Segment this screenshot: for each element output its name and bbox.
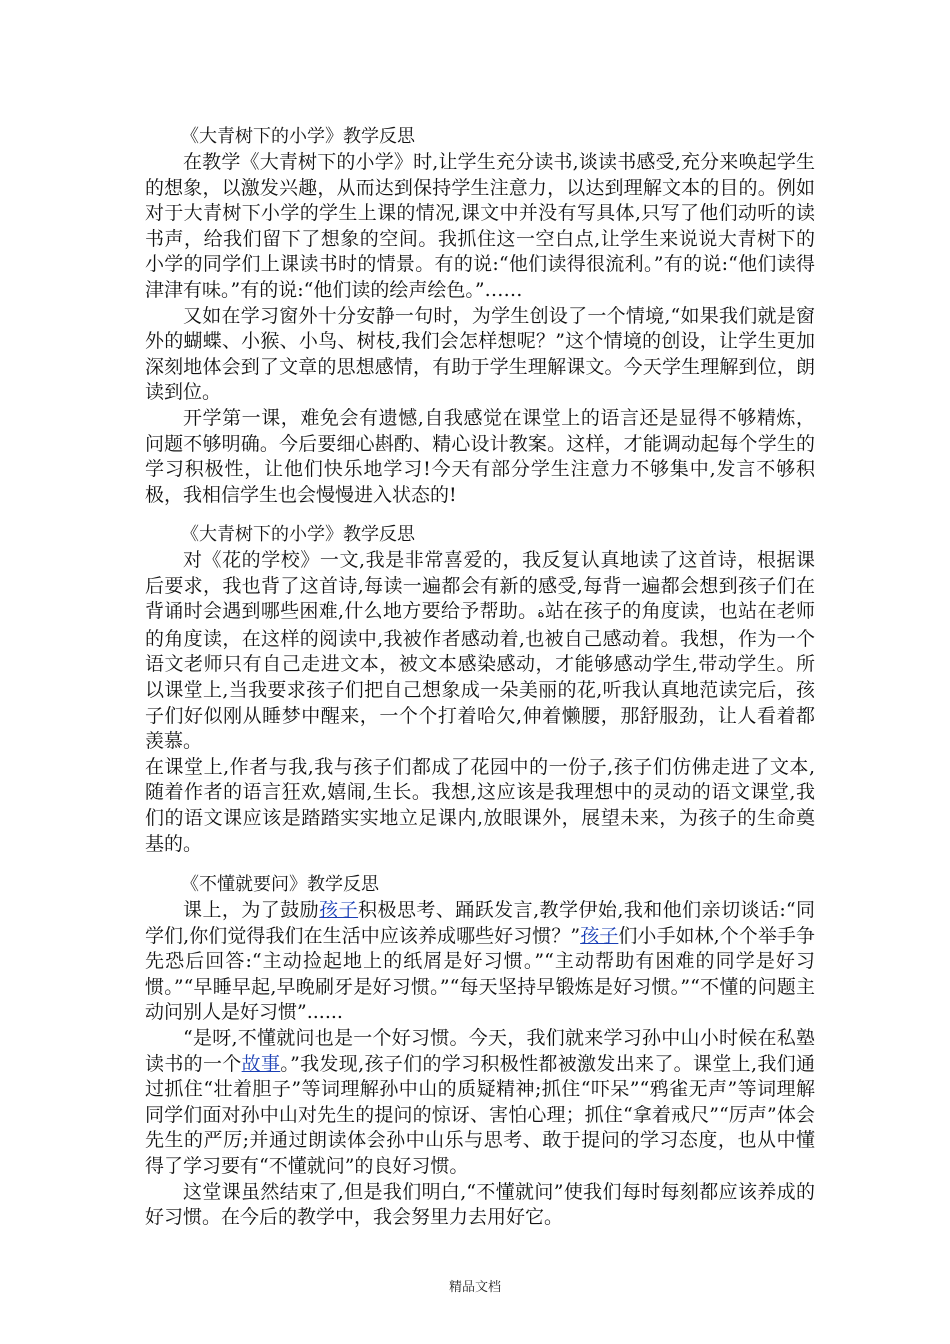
section-3-paragraph-1-text-2: 积极思考、踊跃发言,教学伊始,我和他们亲切谈话:“同学们,你们觉得我们在生活中应该养成哪些好习惯？” — [145, 899, 815, 947]
section-2-paragraph-2: 在课堂上,作者与我,我与孩子们都成了花园中的一份子,孩子们仿佛走进了文本,随着作者的语言狂欢,嬉闹,生长。我想,这应该是我理想中的灵动的语文课堂,我们的语文课应该是踏踏实实地立足课内,放眼课外，展望未来，为孩子的生命奠基的。 — [145, 755, 815, 855]
section-2-paragraph-1-text-a: 对《花的学校》一文,我是非常喜爱的，我反复认真地读了这首诗，根据课后要求，我也背了这首诗,每读一遍都会有新的感受,每背一遍都会想到孩子们在背诵时会遇到哪些困难,什么地方要给予帮助。 — [145, 549, 815, 623]
section-1-paragraph-3: 开学第一课，难免会有遗憾,自我感觉在课堂上的语言还是显得不够精炼，问题不够明确。今后要细心斟酌、精心设计教案。这样，才能调动起每个学生的学习积极性，让他们快乐地学习!今天有部分学生注意力不够集中,发言不够积极，我相信学生也会慢慢进入状态的! — [145, 406, 815, 506]
section-3-paragraph-1-text-1: 课上，为了鼓励 — [183, 899, 320, 921]
section-3-paragraph-2-text-2: 。”我发现,孩子们的学习积极性都被激发出来了。课堂上,我们通过抓住“壮着胆子”等词理解孙中山的质疑精神;抓住“吓呆”“鸦雀无声”等词理解同学们面对孙中山对先生的提问的惊讶、害怕心理；抓住“拿着戒尺”“厉声”体会先生的严厉;并通过朗读体会孙中山乐与思考、敢于提问的学习态度，也从中懂得了学习要有“不懂就问”的良好习惯。 — [145, 1052, 815, 1177]
section-2-title: 《大青树下的小学》教学反思 — [181, 524, 415, 545]
section-1-title: 《大青树下的小学》教学反思 — [181, 126, 415, 147]
section-2-paragraph-1 — [145, 548, 815, 755]
section-3-paragraph-3: 这堂课虽然结束了,但是我们明白,“不懂就问”使我们每时每刻都应该养成的好习惯。在今后的教学中，我会努里力去用好它。 — [145, 1180, 815, 1229]
child-link-2[interactable]: 孩子 — [580, 924, 619, 947]
section-3-paragraph-1-text-3: 们小手如林,个个举手争先恐后回答:“主动捡起地上的纸屑是好习惯。”“主动帮助有困难的同学是好习惯。”“早睡早起,早晚刷牙是好习惯。”“每天坚持早锻炼是好习惯。”“不懂的问题主动问别人是好习惯”...... — [145, 924, 815, 1024]
section-3-paragraph-2 — [145, 1026, 815, 1180]
section-3-title: 《不懂就要问》教学反思 — [181, 874, 379, 895]
section-3 — [145, 872, 815, 1231]
stray-glyph-mark: ة — [537, 605, 545, 622]
section-3-paragraph-1 — [145, 898, 815, 1026]
section-2-paragraph-1-text-b: 站在孩子的角度读，也站在老师的角度读，在这样的阅读中,我被作者感动着,也被自己感动着。我想，作为一个语文老师只有自己走进文本，被文本感染感动，才能够感动学生,带动学生。所以课堂上,当我要求孩子们把自己想象成一朵美丽的花,听我认真地范读完后，孩子们好似刚从睡梦中醒来，一个个打着哈欠,伸着懒腰，那舒服劲，让人看着都羡慕。 — [145, 600, 815, 753]
section-3-paragraph-2-text-1: “是呀,不懂就问也是一个好习惯。今天，我们就来学习孙中山小时候在私塾读书的一个 — [145, 1026, 815, 1075]
section-2 — [145, 522, 815, 857]
section-1 — [145, 124, 815, 508]
child-link-1[interactable]: 孩子 — [319, 899, 359, 921]
page-footer: 精品文档 — [448, 1280, 501, 1295]
section-1-paragraph-2: 又如在学习窗外十分安静一句时，为学生创设了一个情境,“如果我们就是窗外的蝴蝶、小猴、小鸟、树枝,我们会怎样想呢？”这个情境的创设，让学生更加深刻地体会到了文章的思想感情，有助于学生理解课文。今天学生理解到位，朗读到位。 — [145, 304, 815, 404]
section-1-paragraph-1: 在教学《大青树下的小学》时,让学生充分读书,谈读书感受,充分来唤起学生的想象，以激发兴趣，从而达到保持学生注意力，以达到理解文本的目的。例如对于大青树下小学的学生上课的情况,课文中并没有写具体,只写了他们动听的读书声，给我们留下了想象的空间。我抓住这一空白点,让学生来说说大青树下的小学的同学们上课读书时的情景。有的说:“他们读得很流利。”有的说:“他们读得津津有味。”有的说:“他们读的绘声绘色。”…… — [145, 151, 815, 301]
story-link[interactable]: 故事 — [241, 1052, 281, 1075]
